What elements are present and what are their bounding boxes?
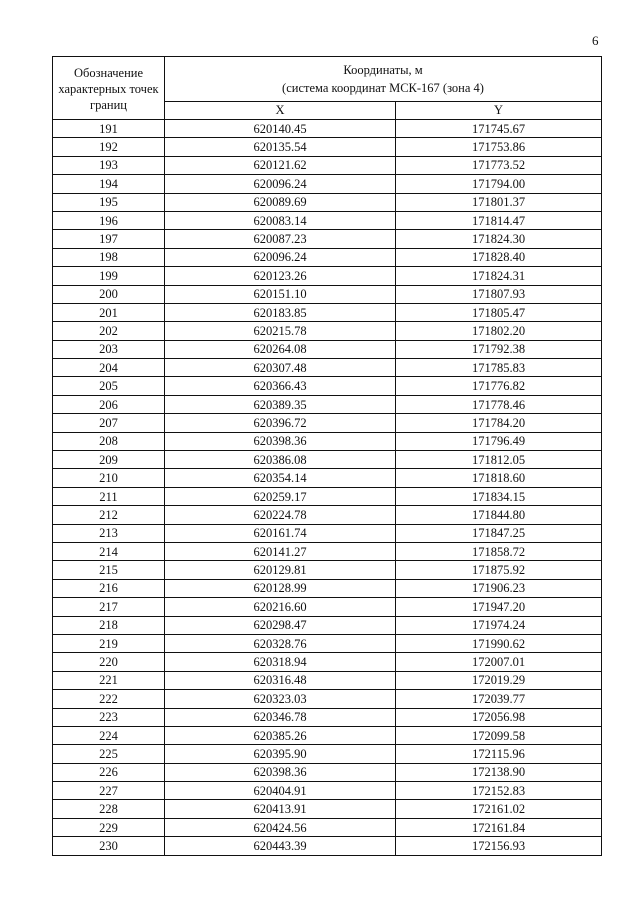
cell-x: 620395.90 xyxy=(165,745,396,763)
cell-point: 228 xyxy=(53,800,165,818)
cell-x: 620398.36 xyxy=(165,432,396,450)
cell-point: 194 xyxy=(53,175,165,193)
cell-y: 171776.82 xyxy=(396,377,602,395)
header-y: Y xyxy=(396,102,602,120)
cell-x: 620121.62 xyxy=(165,156,396,174)
cell-x: 620443.39 xyxy=(165,837,396,855)
cell-x: 620123.26 xyxy=(165,267,396,285)
table-row xyxy=(53,782,602,800)
cell-x: 620096.24 xyxy=(165,248,396,266)
cell-point: 206 xyxy=(53,395,165,413)
cell-point: 204 xyxy=(53,359,165,377)
cell-y: 171794.00 xyxy=(396,175,602,193)
cell-point: 193 xyxy=(53,156,165,174)
cell-x: 620389.35 xyxy=(165,395,396,413)
cell-point: 230 xyxy=(53,837,165,855)
table-row xyxy=(53,506,602,524)
table-row xyxy=(53,561,602,579)
table-row xyxy=(53,377,602,395)
cell-x: 620323.03 xyxy=(165,690,396,708)
table-row xyxy=(53,267,602,285)
cell-x: 620216.60 xyxy=(165,598,396,616)
cell-x: 620140.45 xyxy=(165,120,396,138)
cell-y: 171834.15 xyxy=(396,487,602,505)
cell-point: 223 xyxy=(53,708,165,726)
table-row xyxy=(53,322,602,340)
cell-x: 620298.47 xyxy=(165,616,396,634)
table-row xyxy=(53,175,602,193)
table-row xyxy=(53,800,602,818)
cell-y: 172115.96 xyxy=(396,745,602,763)
table-row xyxy=(53,837,602,855)
cell-x: 620151.10 xyxy=(165,285,396,303)
table-row xyxy=(53,690,602,708)
table-row xyxy=(53,598,602,616)
cell-point: 209 xyxy=(53,451,165,469)
cell-x: 620129.81 xyxy=(165,561,396,579)
cell-y: 172019.29 xyxy=(396,671,602,689)
table-row xyxy=(53,708,602,726)
cell-x: 620096.24 xyxy=(165,175,396,193)
table-row xyxy=(53,156,602,174)
cell-x: 620424.56 xyxy=(165,818,396,836)
cell-point: 218 xyxy=(53,616,165,634)
table-row xyxy=(53,432,602,450)
table-row xyxy=(53,451,602,469)
cell-y: 172039.77 xyxy=(396,690,602,708)
cell-point: 219 xyxy=(53,634,165,652)
cell-x: 620083.14 xyxy=(165,211,396,229)
header-x: X xyxy=(165,102,396,120)
cell-point: 215 xyxy=(53,561,165,579)
cell-y: 171824.30 xyxy=(396,230,602,248)
cell-y: 172161.02 xyxy=(396,800,602,818)
cell-x: 620404.91 xyxy=(165,782,396,800)
cell-y: 171847.25 xyxy=(396,524,602,542)
table-row xyxy=(53,211,602,229)
cell-x: 620346.78 xyxy=(165,708,396,726)
cell-point: 191 xyxy=(53,120,165,138)
cell-y: 171778.46 xyxy=(396,395,602,413)
table-row xyxy=(53,120,602,138)
cell-point: 192 xyxy=(53,138,165,156)
table-row xyxy=(53,230,602,248)
table-row xyxy=(53,340,602,358)
cell-y: 171858.72 xyxy=(396,542,602,560)
table-row xyxy=(53,579,602,597)
cell-x: 620183.85 xyxy=(165,303,396,321)
table-row xyxy=(53,763,602,781)
cell-y: 171784.20 xyxy=(396,414,602,432)
cell-point: 210 xyxy=(53,469,165,487)
cell-point: 207 xyxy=(53,414,165,432)
cell-x: 620398.36 xyxy=(165,763,396,781)
cell-point: 195 xyxy=(53,193,165,211)
table-row xyxy=(53,359,602,377)
cell-y: 171807.93 xyxy=(396,285,602,303)
cell-x: 620089.69 xyxy=(165,193,396,211)
cell-point: 208 xyxy=(53,432,165,450)
table-row xyxy=(53,193,602,211)
cell-x: 620366.43 xyxy=(165,377,396,395)
cell-x: 620215.78 xyxy=(165,322,396,340)
cell-point: 202 xyxy=(53,322,165,340)
cell-point: 214 xyxy=(53,542,165,560)
cell-x: 620264.08 xyxy=(165,340,396,358)
table-row xyxy=(53,469,602,487)
cell-x: 620307.48 xyxy=(165,359,396,377)
cell-y: 171828.40 xyxy=(396,248,602,266)
cell-point: 216 xyxy=(53,579,165,597)
table-row xyxy=(53,395,602,413)
cell-point: 199 xyxy=(53,267,165,285)
cell-point: 203 xyxy=(53,340,165,358)
cell-y: 171802.20 xyxy=(396,322,602,340)
cell-y: 172156.93 xyxy=(396,837,602,855)
cell-y: 171844.80 xyxy=(396,506,602,524)
table-row xyxy=(53,138,602,156)
table-row xyxy=(53,414,602,432)
cell-point: 221 xyxy=(53,671,165,689)
cell-x: 620328.76 xyxy=(165,634,396,652)
cell-point: 200 xyxy=(53,285,165,303)
table-row xyxy=(53,634,602,652)
table-row xyxy=(53,487,602,505)
cell-x: 620135.54 xyxy=(165,138,396,156)
table-row xyxy=(53,248,602,266)
header-coordinates-title: Координаты, м xyxy=(343,63,423,77)
cell-x: 620316.48 xyxy=(165,671,396,689)
cell-point: 196 xyxy=(53,211,165,229)
cell-y: 171792.38 xyxy=(396,340,602,358)
table-row xyxy=(53,524,602,542)
table-row xyxy=(53,671,602,689)
cell-y: 172161.84 xyxy=(396,818,602,836)
cell-x: 620385.26 xyxy=(165,726,396,744)
cell-x: 620128.99 xyxy=(165,579,396,597)
cell-y: 171990.62 xyxy=(396,634,602,652)
cell-x: 620259.17 xyxy=(165,487,396,505)
cell-point: 197 xyxy=(53,230,165,248)
cell-y: 171785.83 xyxy=(396,359,602,377)
cell-y: 171947.20 xyxy=(396,598,602,616)
cell-y: 171875.92 xyxy=(396,561,602,579)
cell-x: 620354.14 xyxy=(165,469,396,487)
table-row xyxy=(53,542,602,560)
cell-x: 620224.78 xyxy=(165,506,396,524)
cell-point: 225 xyxy=(53,745,165,763)
header-point-designation: Обозначение характерных точек границ xyxy=(53,57,165,120)
cell-point: 227 xyxy=(53,782,165,800)
cell-y: 171801.37 xyxy=(396,193,602,211)
cell-y: 172138.90 xyxy=(396,763,602,781)
cell-y: 172099.58 xyxy=(396,726,602,744)
cell-point: 205 xyxy=(53,377,165,395)
cell-y: 171906.23 xyxy=(396,579,602,597)
cell-y: 171812.05 xyxy=(396,451,602,469)
cell-x: 620141.27 xyxy=(165,542,396,560)
header-coordinates xyxy=(165,57,602,102)
cell-y: 171773.52 xyxy=(396,156,602,174)
header-coordinate-system: (система координат МСК-167 (зона 4) xyxy=(282,81,484,95)
cell-y: 171818.60 xyxy=(396,469,602,487)
cell-x: 620396.72 xyxy=(165,414,396,432)
cell-y: 171824.31 xyxy=(396,267,602,285)
cell-y: 172056.98 xyxy=(396,708,602,726)
cell-point: 220 xyxy=(53,653,165,671)
cell-y: 171753.86 xyxy=(396,138,602,156)
table-row xyxy=(53,303,602,321)
cell-y: 171814.47 xyxy=(396,211,602,229)
cell-point: 213 xyxy=(53,524,165,542)
table-row xyxy=(53,616,602,634)
cell-y: 171805.47 xyxy=(396,303,602,321)
cell-x: 620087.23 xyxy=(165,230,396,248)
cell-x: 620386.08 xyxy=(165,451,396,469)
coordinates-table xyxy=(52,56,602,856)
table-row xyxy=(53,745,602,763)
cell-y: 171745.67 xyxy=(396,120,602,138)
cell-point: 222 xyxy=(53,690,165,708)
cell-point: 201 xyxy=(53,303,165,321)
cell-y: 171974.24 xyxy=(396,616,602,634)
cell-point: 226 xyxy=(53,763,165,781)
cell-x: 620318.94 xyxy=(165,653,396,671)
cell-point: 211 xyxy=(53,487,165,505)
cell-y: 172152.83 xyxy=(396,782,602,800)
table-row xyxy=(53,726,602,744)
cell-point: 229 xyxy=(53,818,165,836)
table-body xyxy=(53,120,602,856)
cell-x: 620413.91 xyxy=(165,800,396,818)
cell-point: 217 xyxy=(53,598,165,616)
cell-y: 172007.01 xyxy=(396,653,602,671)
cell-point: 224 xyxy=(53,726,165,744)
table-row xyxy=(53,653,602,671)
table-row xyxy=(53,285,602,303)
cell-y: 171796.49 xyxy=(396,432,602,450)
table-row xyxy=(53,818,602,836)
cell-x: 620161.74 xyxy=(165,524,396,542)
page-number: 6 xyxy=(592,33,599,48)
cell-point: 212 xyxy=(53,506,165,524)
cell-point: 198 xyxy=(53,248,165,266)
